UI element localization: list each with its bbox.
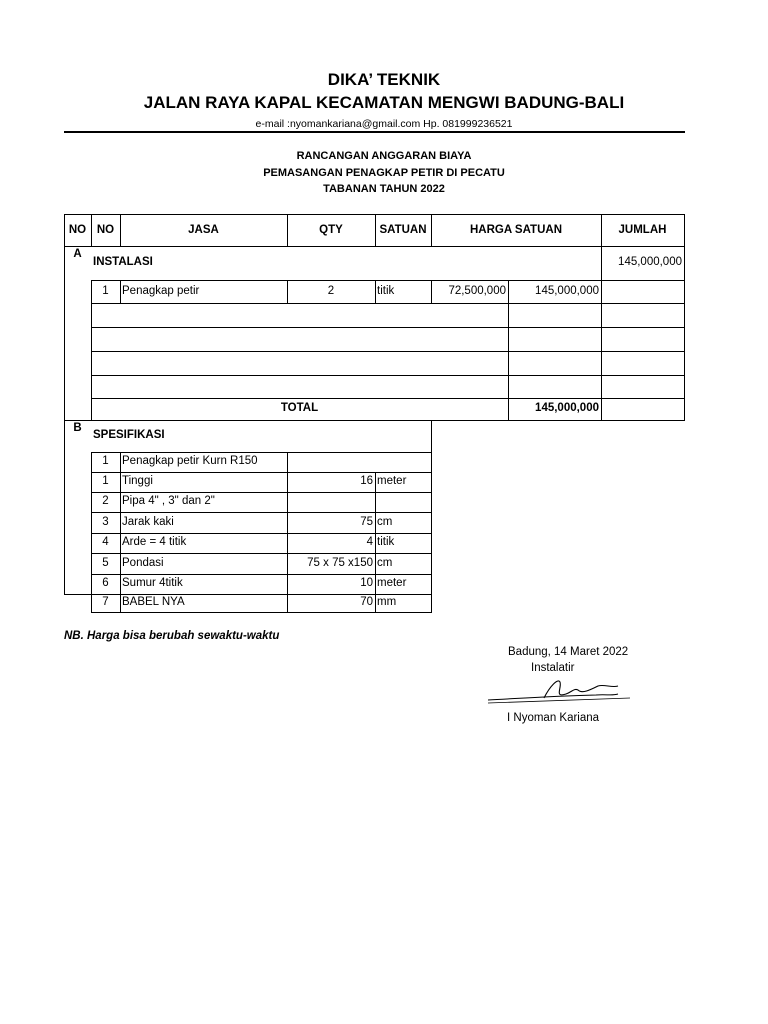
section-a-label: INSTALASI [93, 256, 153, 269]
spec-no: 2 [102, 495, 109, 508]
price-note: NB. Harga bisa berubah sewaktu-waktu [64, 630, 280, 642]
header-harga-satuan: HARGA SATUAN [470, 223, 562, 236]
signature-place-date: Badung, 14 Maret 2022 [508, 646, 629, 658]
item-a1-qty: 2 [327, 284, 335, 297]
spec-value: 75 [360, 515, 373, 528]
header-no-outer: NO [68, 223, 87, 236]
spec-unit: mm [377, 596, 397, 609]
item-a1-satuan: titik [377, 284, 395, 297]
header-satuan: SATUAN [379, 223, 427, 236]
spec-unit: cm [377, 515, 393, 528]
total-value: 145,000,000 [535, 402, 599, 415]
header-jasa: JASA [188, 223, 219, 236]
header-jumlah: JUMLAH [618, 223, 667, 236]
total-label: TOTAL [280, 402, 319, 415]
spec-name: BABEL NYA [122, 596, 185, 609]
doc-title: RANCANGAN ANGGARAN BIAYA [296, 150, 472, 162]
header-qty: QTY [319, 223, 343, 236]
spec-value [287, 492, 375, 512]
item-a1-harga: 72,500,000 [448, 284, 506, 297]
signature-scribble [486, 674, 636, 706]
doc-subtitle: PEMASANGAN PENAGKAP PETIR DI PECATU [263, 167, 505, 179]
spec-name: Penagkap petir Kurn R150 [122, 455, 258, 468]
header-divider [64, 131, 685, 133]
spec-no: 1 [102, 475, 109, 488]
company-name: DIKA’ TEKNIK [327, 70, 441, 89]
spec-no: 5 [102, 556, 109, 569]
doc-year: TABANAN TAHUN 2022 [323, 183, 445, 195]
spec-no: 3 [102, 515, 109, 528]
spec-name: Pondasi [122, 556, 164, 569]
section-a-jumlah: 145,000,000 [618, 256, 682, 269]
item-a1-jasa: Penagkap petir [122, 284, 200, 297]
item-a1-subtotal: 145,000,000 [535, 284, 599, 297]
spec-name: Pipa 4" , 3" dan 2" [122, 495, 215, 508]
spec-unit: meter [377, 475, 407, 488]
spec-value [287, 452, 375, 472]
spec-name: Tinggi [122, 475, 153, 488]
company-contact: e-mail :nyomankariana@gmail.com Hp. 081999236521 [255, 118, 513, 130]
spec-unit: meter [377, 577, 407, 590]
spec-value: 4 [366, 536, 373, 549]
signature-name: I Nyoman Kariana [507, 712, 600, 724]
spec-name: Arde = 4 titik [122, 536, 187, 549]
spec-unit [375, 452, 431, 472]
spec-no: 6 [102, 577, 109, 590]
spec-no: 4 [102, 536, 109, 549]
signature-role: Instalatir [531, 662, 575, 674]
spec-value: 70 [360, 596, 373, 609]
spec-name: Sumur 4titik [122, 577, 183, 590]
spec-value: 10 [360, 577, 373, 590]
section-b-code: B [73, 422, 82, 434]
company-address: JALAN RAYA KAPAL KECAMATAN MENGWI BADUNG-BALI [143, 93, 625, 112]
header-no-inner: NO [96, 223, 115, 236]
spec-unit [375, 492, 431, 512]
section-b-label: SPESIFIKASI [93, 429, 165, 442]
spec-unit: cm [377, 556, 393, 569]
spec-unit: titik [377, 536, 395, 549]
spec-no: 1 [102, 455, 109, 468]
item-a1-no: 1 [102, 284, 109, 297]
spec-value: 16 [360, 475, 373, 488]
spec-name: Jarak kaki [122, 515, 174, 528]
spec-value: 75 x 75 x150 [307, 556, 373, 569]
spec-no: 7 [102, 596, 109, 609]
section-a-code: A [73, 248, 82, 260]
